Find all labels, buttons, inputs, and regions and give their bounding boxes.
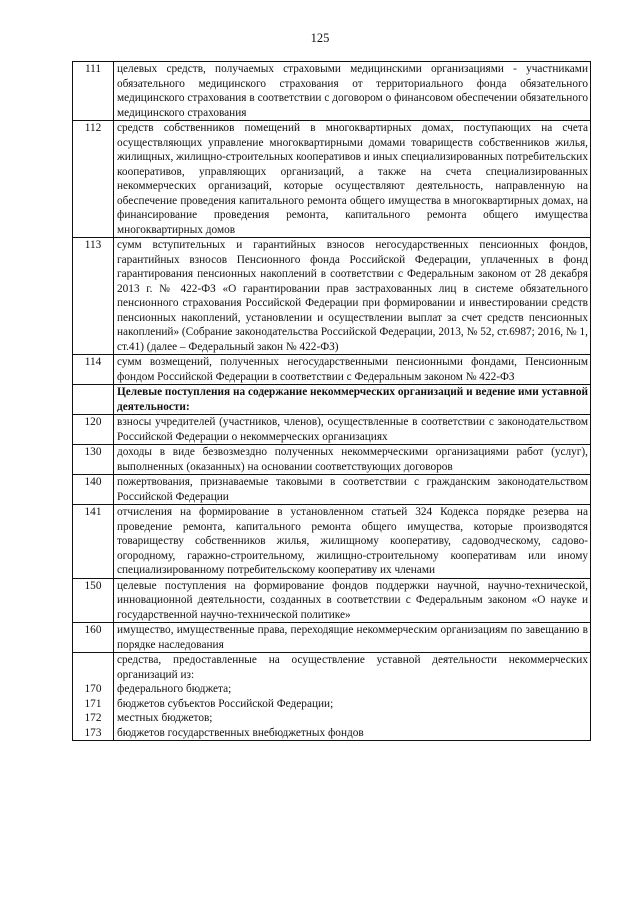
table-row [73, 578, 591, 623]
code-173: 173 [84, 726, 102, 739]
item-text-170: федерального бюджета; [117, 683, 232, 695]
description-cell: взносы учредителей (участников, членов), осуществленные в соответствии с законодательством Российской Федерации о некоммерческих организациях [114, 415, 591, 445]
description-cell: отчисления на формирование в установленном статьей 324 Кодекса порядке резерва на проведение ремонта, капитального ремонта общего имущества, которые производятся товариществу собственников жилья, жилищному кооперативу, садоводческому, садово-огородному, гаражно-строительному, жилищно-строительному кооперативам или иному специализированному потребительскому кооперативу их членами [114, 505, 591, 579]
table-body [73, 62, 591, 741]
code-cell: 130 [73, 445, 114, 475]
table-row [73, 355, 591, 385]
code-172: 172 [84, 712, 102, 724]
code-cell: 114 [73, 355, 114, 385]
page-number: 125 [310, 31, 330, 45]
description-cell: пожертвования, признаваемые таковыми в соответствии с гражданским законодательством Российской Федерации [114, 475, 591, 505]
code-cell: 113 [73, 238, 114, 355]
code-cell: 120 [73, 415, 114, 445]
section-heading-row [73, 385, 591, 415]
description-cell: сумм возмещений, полученных негосударственными пенсионными фондами, Пенсионным фондом Российской Федерации в соответствии с Федеральным законом № 422-ФЗ [114, 355, 591, 385]
table-row [73, 505, 591, 579]
item-text-173: бюджетов государственных внебюджетных фондов [117, 726, 364, 739]
table-row [73, 415, 591, 445]
table-row [73, 623, 591, 653]
description-cell: имущество, имущественные права, переходящие некоммерческим организациям по завещанию в порядке наследования [114, 623, 591, 653]
table-row [73, 238, 591, 355]
code-cell [73, 385, 114, 415]
group-intro: средства, предоставленные на осуществление уставной деятельности некоммерческих организаций из: [117, 654, 588, 681]
code-cell: 112 [73, 121, 114, 238]
code-170: 170 [84, 683, 102, 695]
description-cell [114, 653, 591, 741]
description-cell: целевые поступления на формирование фондов поддержки научной, научно-технической, инновационной деятельности, созданных в соответствии с Федеральным законом «О науке и государственной научно-технической политике» [114, 578, 591, 623]
description-cell: доходы в виде безвозмездно полученных некоммерческими организациями работ (услуг), выполненных (оказанных) на основании соответствующих договоров [114, 445, 591, 475]
table-row-group [73, 653, 591, 741]
code-cell [73, 653, 114, 741]
code-cell: 111 [73, 62, 114, 121]
code-cell: 150 [73, 578, 114, 623]
item-text-171: бюджетов субъектов Российской Федерации; [117, 697, 334, 710]
table-row [73, 62, 591, 121]
table-row [73, 445, 591, 475]
description-cell: сумм вступительных и гарантийных взносов негосударственных пенсионных фондов, гарантийных взносов Пенсионного фонда Российской Федерации, уплаченных в фонд гарантирования пенсионных накоплений в соответствии с Федеральным законом от 28 декабря 2013 г. № 422-ФЗ «О гарантировании прав застрахованных лиц в системе обязательного пенсионного страхования Российской Федерации при формировании и инвестировании средств пенсионных накоплений, установлении и осуществлении выплат за счет средств пенсионных накоплений» (Собрание законодательства Российской Федерации, 2013, № 52, ст.6987; 2016, № 1, ст.41) (далее – Федеральный закон № 422-ФЗ) [114, 238, 591, 355]
section-heading: Целевые поступления на содержание некоммерческих организаций и ведение ими уставной деятельности: [114, 385, 591, 415]
table-row [73, 475, 591, 505]
code-171: 171 [84, 697, 102, 710]
description-cell: средств собственников помещений в многоквартирных домах, поступающих на счета осуществляющих управление многоквартирными домами товариществ собственников жилья, жилищных, жилищно-строительных кооперативов и иных специализированных потребительских кооперативов, управляющих организаций, а также на счета специализированных некоммерческих организаций, которые осуществляют деятельность, направленную на обеспечение проведения капитального ремонта общего имущества в многоквартирных домах, на финансирование проведения ремонта, капитального ремонта общего имущества многоквартирных домов [114, 121, 591, 238]
code-blank [73, 668, 113, 683]
table-row [73, 121, 591, 238]
code-cell: 160 [73, 623, 114, 653]
code-cell: 141 [73, 505, 114, 579]
income-codes-table [72, 61, 591, 741]
code-cell: 140 [73, 475, 114, 505]
item-text-172: местных бюджетов; [117, 712, 213, 724]
code-blank [73, 653, 113, 668]
description-cell: целевых средств, получаемых страховыми медицинскими организациями - участниками обязательного медицинского страхования от территориального фонда обязательного медицинского страхования в соответствии с договором о финансовом обеспечении обязательного медицинского страхования [114, 62, 591, 121]
